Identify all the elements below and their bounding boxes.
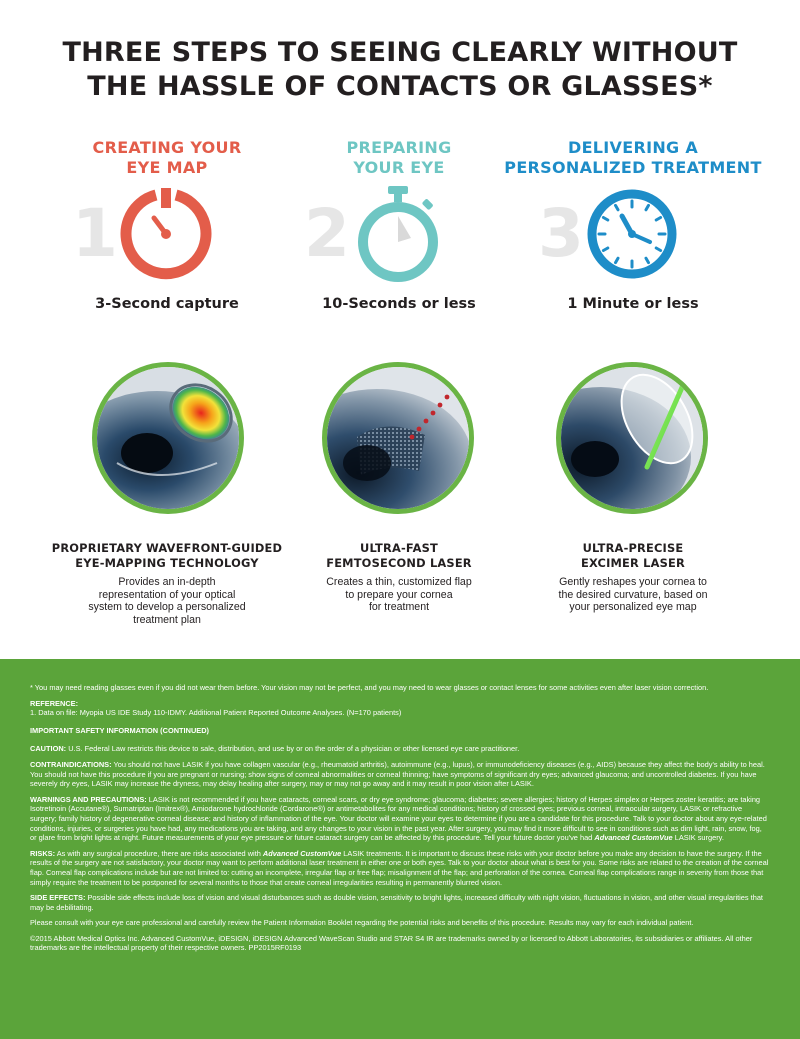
footnote: * You may need reading glasses even if you did not wear them before. Your vision may not be perfect, and you may need to wear glasses or contact lenses for some activities even after laser vision correction.	[30, 683, 709, 692]
step-2-time: 10-Seconds or less	[322, 296, 476, 312]
step-3-title	[500, 138, 766, 178]
contraindications-label: CONTRAINDICATIONS:	[30, 759, 112, 769]
contraindications-text: You should not have LASIK if you have collagen vascular (e.g., rheumatoid arthritis), autoimmune (e.g., lupus), or immunodeficiency diseases (e.g., AIDS) because they affect the body's ability to heal. You should not have this procedure if you are pregnant or nursing; show signs of corneal abnormalities or corneal thinning; have symptoms of significant dry eyes; advanced glaucoma; and uncontrolled diabetes. If you have severely dry eyes, LASIK may increase the dryness, may delay healing after surgery, may or may not go away and it may result in poor vision after LASIK.	[30, 759, 765, 789]
step-3-graphic	[500, 186, 766, 286]
warnings-brand: Advanced CustomVue	[594, 833, 673, 843]
step-2-title-line-2: YOUR EYE	[353, 158, 445, 177]
side-effects-label: SIDE EFFECTS:	[30, 893, 86, 903]
side-effects-text: Possible side effects include loss of vision and visual disturbances such as double vision, sensitivity to bright lights, increased difficulty with night vision, fluctuations in vision, and other visual irregularities that may be debilitating.	[30, 893, 763, 912]
step-3-title-line-1: DELIVERING A	[567, 138, 699, 157]
caution-label: CAUTION:	[30, 744, 67, 754]
tech-3-description: Gently reshapes your cornea to the desired curvature, based on your personalized eye map	[558, 576, 708, 613]
consult-paragraph: Please consult with your eye care professional and carefully review the Patient Information Booklet regarding the potential risks and benefits of this procedure. Results may vary for each individual patient.	[30, 918, 694, 928]
headline-line-1: THREE STEPS TO SEEING CLEARLY WITHOUT	[62, 37, 738, 68]
tech-2-description: Creates a thin, customized flap to prepare your cornea for treatment	[326, 576, 472, 613]
isi-heading: IMPORTANT SAFETY INFORMATION (CONTINUED)	[30, 725, 210, 735]
step-2-title-line-1: PREPARING	[346, 138, 452, 157]
tech-2-title: ULTRA-FAST FEMTOSECOND LASER	[326, 541, 472, 570]
reference-text: 1. Data on file: Myopia US IDE Study 110-IDMY. Additional Patient Reported Outcome Analyses. (N=170 patients)	[30, 708, 402, 718]
step-1	[34, 138, 300, 312]
caution-text: U.S. Federal Law restricts this device to sale, distribution, and use by or on the order of a physician or other licensed eye care practitioner.	[66, 744, 520, 754]
warnings-label: WARNINGS AND PRECAUTIONS:	[30, 794, 147, 804]
warnings-text: LASIK is not recommended if you have cataracts, corneal scars, or dry eye syndrome; glaucoma; diabetes; severe allergies; history of Herpes simplex or Herpes zoster keratitis; are taking Isotretinoin (Accutane®), Sumatriptan (Imitrex®), Amiodarone hydrochloride (Cordarone®) or antimetabolites for any medical conditions; history of crossed eyes; previous corneal, intraocular surgery, LASIK or refractive surgery; family history of degenerative corneal disease; and history of inflammation of the eye. Your doctor will examine your eyes to determine if you are a candidate for this procedure. Talk to your doctor about any eye-related conditions, injuries, or surgeries you have had, any medications you are taking, and any changes to your vision in the past year. After surgery, you may find it more difficult to see in conditions such as dim light, rain, snow, fog, or glare from bright lights at night. Future measurements of your eye pressure or future cataract surgery can be affected by this procedure. Tell your future doctor you've had	[30, 794, 767, 843]
warnings-paragraph	[30, 795, 770, 843]
step-3-number: 3	[538, 195, 584, 272]
step-1-title-line-2: EYE MAP	[126, 158, 208, 177]
caution-paragraph	[30, 744, 770, 754]
stopwatch-icon	[350, 186, 446, 282]
tech-1-title: PROPRIETARY WAVEFRONT-GUIDED EYE-MAPPING TECHNOLOGY	[51, 541, 283, 570]
risks-brand: Advanced CustomVue	[262, 848, 342, 858]
page-headline	[0, 36, 800, 104]
wavefront-eye-illustration	[92, 362, 244, 514]
reference-label: REFERENCE:	[30, 698, 79, 708]
excimer-eye-illustration	[556, 362, 708, 514]
headline-line-2: THE HASSLE OF CONTACTS OR GLASSES*	[87, 71, 713, 102]
tech-3-title: ULTRA-PRECISE EXCIMER LASER	[580, 541, 686, 570]
tech-3	[500, 541, 766, 614]
step-1-graphic	[34, 186, 300, 286]
step-2-graphic	[266, 186, 532, 286]
tech-1	[34, 541, 300, 626]
step-3-title-line-2: PERSONALIZED TREATMENT	[504, 158, 762, 177]
safety-information	[0, 659, 800, 1039]
wavefront-eye-image	[97, 367, 239, 509]
step-3-time: 1 Minute or less	[567, 296, 699, 312]
warnings-tail: LASIK surgery.	[672, 833, 724, 843]
step-1-title-line-1: CREATING YOUR	[92, 138, 242, 157]
step-2	[266, 138, 532, 312]
clock-icon	[584, 186, 680, 282]
risks-paragraph	[30, 849, 770, 887]
risks-label: RISKS:	[30, 848, 56, 858]
excimer-eye-image	[561, 367, 703, 509]
step-3	[500, 138, 766, 312]
step-2-title	[266, 138, 532, 178]
step-2-number: 2	[304, 195, 350, 272]
step-1-time: 3-Second capture	[95, 296, 239, 312]
risks-pre: As with any surgical procedure, there are risks associated with	[55, 848, 263, 858]
tech-2	[266, 541, 532, 614]
step-1-title	[34, 138, 300, 178]
gauge-icon	[118, 186, 214, 282]
side-effects-paragraph	[30, 893, 770, 912]
contraindications-paragraph	[30, 760, 770, 789]
step-1-number: 1	[72, 195, 118, 272]
femtosecond-eye-illustration	[322, 362, 474, 514]
femtosecond-eye-image	[327, 367, 469, 509]
risks-text: LASIK treatments. It is important to discuss these risks with your doctor before you make any decision to have the surgery. If the results of the surgery are not satisfactory, your doctor may want to perform additional laser treatment in either one or both eyes. Talk to your doctor about what is best for you. Some risks are related to the creation of the corneal flap. Corneal flap complications include but are not limited to: cutting an incomplete, irregular flap or free flap; misalignment of the flap; and perforation of the cornea. Corneal flap complications range in severity from those that simply require the treatment to be postponed for several months to those that create corneal irregularities resulting in permanently blurred vision.	[30, 848, 769, 887]
tech-1-description: Provides an in-depth representation of your optical system to develop a personalized treatment plan	[88, 576, 246, 626]
copyright-paragraph: ©2015 Abbott Medical Optics Inc. Advanced CustomVue, iDESIGN, iDESIGN Advanced WaveScan Studio and STAR S4 IR are trademarks owned by or licensed to Abbott Laboratories, its subsidiaries or affiliates. All other trademarks are the intellectual property of their respective owners. PP2015RF0193	[30, 933, 753, 953]
